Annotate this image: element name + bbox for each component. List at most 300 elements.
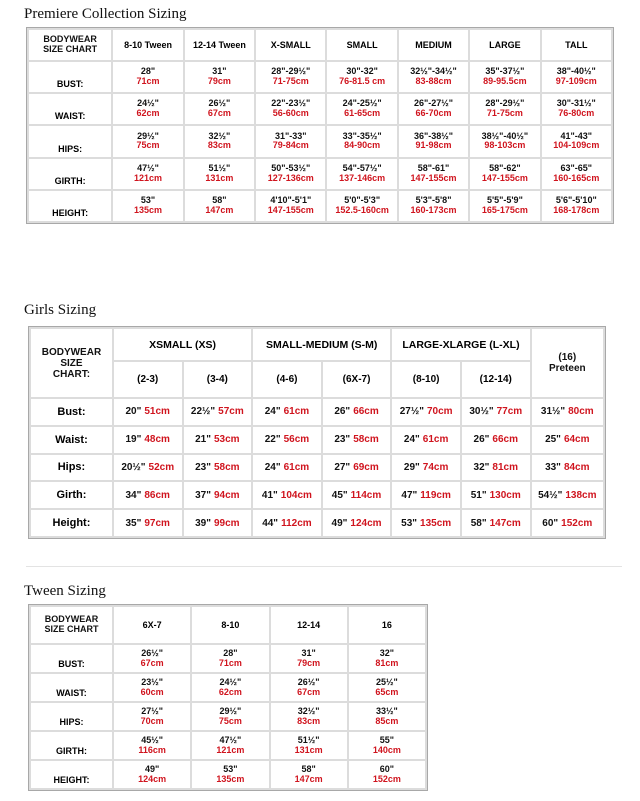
table-row [31,482,603,508]
measurement-cell [349,674,425,701]
imperial-value: 5'5"-5'9" [487,194,523,205]
imperial-value: 58" [470,517,487,529]
metric-value: 137-146cm [339,172,386,183]
imperial-value: 53" [140,194,156,205]
metric-value: 57cm [218,406,244,418]
table-row [29,191,611,221]
size-header: (3-4) [184,362,252,397]
metric-value: 80cm [568,406,594,418]
measurement-cell [470,159,539,189]
measurement-cell [532,482,603,508]
column-header: 12-14 [271,607,347,643]
measurement-cell [253,510,321,536]
metric-value: 165-175cm [481,204,528,215]
imperial-value: 25½" [375,676,398,687]
imperial-value: 26½" [297,676,320,687]
metric-value: 85cm [375,715,399,726]
metric-value: 62cm [218,686,242,697]
measurement-cell [114,703,190,730]
measurement-cell [253,455,321,481]
imperial-value: 39" [195,517,211,529]
metric-value: 67cm [140,657,164,668]
metric-value: 147cm [294,773,323,784]
metric-value: 131cm [205,172,234,183]
row-label: BUST: [29,62,111,92]
row-label: Girth: [31,482,112,508]
imperial-value: 49" [145,763,160,774]
metric-value: 86cm [144,489,170,501]
column-header: MEDIUM [399,30,468,60]
imperial-value: 33"-35½" [342,130,382,141]
metric-value: 53cm [213,434,240,446]
metric-value: 58cm [353,434,379,446]
tween-title: Tween Sizing [24,583,106,599]
imperial-value: 26" [473,434,490,446]
imperial-value: 58"-62" [489,162,521,173]
imperial-value: 31½" [540,406,566,418]
measurement-cell [256,94,325,124]
imperial-value: 44" [262,517,279,529]
measurement-cell [271,761,347,788]
measurement-cell [327,159,396,189]
metric-value: 61cm [283,461,310,473]
metric-value: 97-109cm [555,76,597,87]
imperial-value: 26"-27½" [414,98,454,109]
measurement-cell [392,399,460,425]
imperial-value: 45½" [141,734,164,745]
imperial-value: 22" [264,434,281,446]
imperial-value: 31" [301,647,316,658]
imperial-value: 35"-37½" [485,66,525,77]
imperial-value: 27½" [399,406,424,418]
metric-value: 116cm [138,744,166,755]
measurement-cell [399,94,468,124]
metric-value: 124cm [138,773,167,784]
imperial-value: 31" [212,66,227,77]
imperial-value: 22"-23½" [271,98,311,109]
metric-value: 147-155cm [267,204,314,215]
metric-value: 84cm [563,461,590,473]
measurement-cell [470,62,539,92]
column-header: LARGE [470,30,539,60]
column-header: 16 [349,607,425,643]
premiere-size-table [26,27,614,224]
imperial-value: 5'3"-5'8" [415,194,452,205]
measurement-cell [462,482,530,508]
row-label: GIRTH: [31,732,112,759]
imperial-value: 30½" [469,406,494,418]
metric-value: 81cm [375,657,399,668]
imperial-value: 36"-38½" [414,130,454,141]
column-header: TALL [542,30,611,60]
measurement-cell [349,761,425,788]
metric-value: 60cm [140,686,164,697]
metric-value: 84-90cm [344,140,381,151]
metric-value: 89-95.5cm [483,76,527,87]
metric-value: 56-60cm [272,108,309,119]
imperial-value: 32" [379,647,395,658]
imperial-value: 58"-61" [417,162,450,173]
measurement-cell [185,94,254,124]
corner-label: BODYWEAR SIZE CHART: [31,329,112,397]
measurement-cell [327,191,396,221]
measurement-cell [114,732,190,759]
measurement-cell [184,427,252,453]
imperial-value: 23½" [141,676,164,687]
imperial-value: 58" [212,194,227,205]
measurement-cell [256,126,325,156]
measurement-cell [532,399,603,425]
measurement-cell [392,455,460,481]
imperial-value: 22½" [190,406,216,418]
imperial-value: 24" [264,406,281,418]
imperial-value: 26½" [208,98,231,109]
imperial-value: 25" [545,434,561,446]
measurement-cell [185,159,254,189]
measurement-cell [184,455,252,481]
metric-value: 127-136cm [267,172,314,183]
metric-value: 52cm [148,461,175,473]
imperial-value: 28" [140,66,156,77]
imperial-value: 47" [401,489,418,501]
measurement-cell [462,510,530,536]
measurement-cell [192,732,268,759]
imperial-value: 49" [331,517,348,529]
measurement-cell [327,62,396,92]
measurement-cell [113,62,182,92]
column-header: 8-10 Tween [113,30,182,60]
table-row [29,94,611,124]
row-label: HIPS: [31,703,112,730]
row-label: WAIST: [29,94,111,124]
measurement-cell [532,510,603,536]
measurement-cell [256,159,325,189]
imperial-value: 50"-53½" [271,162,311,173]
measurement-cell [392,482,460,508]
metric-value: 58cm [213,461,240,473]
measurement-cell [271,732,347,759]
table-row [31,645,425,672]
measurement-cell [399,62,468,92]
row-label: BUST: [31,645,112,672]
measurement-cell [114,761,190,788]
imperial-value: 54"-57½" [342,162,382,173]
size-header: (8-10) [392,362,460,397]
metric-value: 76-80cm [558,108,595,119]
metric-value: 147cm [489,517,521,529]
tween-size-table [28,604,428,791]
measurement-cell [184,399,252,425]
size-group-header: LARGE-XLARGE (L-XL) [392,329,529,360]
imperial-value: 45" [331,489,348,501]
imperial-value: 33" [545,461,561,473]
metric-value: 104cm [280,489,312,501]
metric-value: 121cm [216,744,245,755]
measurement-cell [349,645,425,672]
measurement-cell [542,126,611,156]
imperial-value: 19" [125,434,142,446]
measurement-cell [399,159,468,189]
imperial-value: 32½" [297,705,320,716]
metric-value: 67cm [297,686,321,697]
measurement-cell [470,94,539,124]
metric-value: 83cm [297,715,321,726]
measurement-cell [323,510,391,536]
row-label: Height: [31,510,112,536]
metric-value: 97cm [144,517,170,529]
size-header: (12-14) [462,362,530,397]
metric-value: 71cm [218,657,242,668]
measurement-cell [399,191,468,221]
metric-value: 98-103cm [484,140,526,151]
row-label: GIRTH: [29,159,111,189]
metric-value: 65cm [375,686,399,697]
measurement-cell [114,399,182,425]
imperial-value: 21" [195,434,211,446]
measurement-cell [271,645,347,672]
imperial-value: 26" [334,406,351,418]
metric-value: 160-173cm [410,204,457,215]
metric-value: 48cm [144,434,170,446]
imperial-value: 29½" [137,130,159,141]
metric-value: 70cm [140,715,164,726]
measurement-cell [271,703,347,730]
metric-value: 62cm [136,108,160,119]
imperial-value: 31"-33" [275,130,307,141]
table-row [31,455,603,481]
imperial-value: 30"-31½" [556,98,596,109]
preteen-header: (16) Preteen [532,329,603,397]
measurement-cell [323,482,391,508]
imperial-value: 53" [223,763,238,774]
row-label: HEIGHT: [31,761,112,788]
imperial-value: 23" [334,434,351,446]
girls-size-table [28,326,606,539]
measurement-cell [114,510,182,536]
imperial-value: 29½" [219,705,242,716]
imperial-value: 23" [195,461,211,473]
imperial-value: 29" [403,461,420,473]
measurement-cell [253,399,321,425]
imperial-value: 47½" [137,162,159,173]
metric-value: 71-75cm [272,76,309,87]
table-row [31,510,603,536]
imperial-value: 4'10"-5'1" [270,194,312,205]
imperial-value: 58" [301,763,316,774]
metric-value: 71-75cm [486,108,523,119]
measurement-cell [323,455,391,481]
table-row [31,399,603,425]
metric-value: 147-155cm [481,172,528,183]
measurement-cell [462,399,530,425]
metric-value: 79cm [207,76,231,87]
column-header: 8-10 [192,607,268,643]
imperial-value: 51½" [297,734,320,745]
table-row [31,761,425,788]
column-header: X-SMALL [256,30,325,60]
premiere-title: Premiere Collection Sizing [24,6,187,22]
metric-value: 66-70cm [415,108,452,119]
imperial-value: 24½" [219,676,242,687]
row-label: WAIST: [31,674,112,701]
measurement-cell [192,674,268,701]
metric-value: 152.5-160cm [335,204,389,215]
metric-value: 119cm [420,489,451,501]
imperial-value: 32½" [208,130,231,141]
imperial-value: 26½" [141,647,164,658]
measurement-cell [113,191,182,221]
measurement-cell [253,427,321,453]
imperial-value: 55" [379,734,395,745]
metric-value: 51cm [144,406,170,418]
measurement-cell [113,126,182,156]
imperial-value: 20½" [121,461,146,473]
metric-value: 79-84cm [272,140,309,151]
corner-label: BODYWEAR SIZE CHART [29,30,111,60]
metric-value: 74cm [422,461,449,473]
imperial-value: 60" [379,763,395,774]
girls-title: Girls Sizing [24,302,97,318]
imperial-value: 28"-29½" [271,66,311,77]
metric-value: 140cm [372,744,401,755]
size-header: (4-6) [253,362,321,397]
imperial-value: 54½" [538,489,563,501]
measurement-cell [114,482,182,508]
measurement-cell [185,126,254,156]
metric-value: 70cm [426,406,453,418]
metric-value: 64cm [563,434,590,446]
metric-value: 135cm [216,773,245,784]
metric-value: 112cm [281,517,312,529]
section-divider [26,566,622,567]
imperial-value: 53" [401,517,418,529]
imperial-value: 24" [264,461,281,473]
metric-value: 61cm [283,406,310,418]
measurement-cell [327,126,396,156]
metric-value: 69cm [353,461,379,473]
table-row [31,674,425,701]
measurement-cell [392,510,460,536]
metric-value: 76-81.5 cm [339,76,386,87]
measurement-cell [184,510,252,536]
table-row [29,126,611,156]
imperial-value: 20" [125,406,142,418]
corner-label: BODYWEAR SIZE CHART [31,607,112,643]
table-row [29,62,611,92]
metric-value: 147-155cm [410,172,457,183]
row-label: HEIGHT: [29,191,111,221]
metric-value: 135cm [420,517,452,529]
table-row [31,703,425,730]
measurement-cell [532,455,603,481]
metric-value: 83cm [207,140,231,151]
metric-value: 83-88cm [415,76,452,87]
measurement-cell [184,482,252,508]
imperial-value: 32" [473,461,490,473]
imperial-value: 41"-43" [560,130,593,141]
measurement-cell [114,645,190,672]
measurement-cell [392,427,460,453]
metric-value: 56cm [283,434,310,446]
metric-value: 124cm [350,517,382,529]
imperial-value: 41" [261,489,278,501]
imperial-value: 28"-29½" [485,98,525,109]
measurement-cell [462,455,530,481]
table-row [31,427,603,453]
metric-value: 114cm [350,489,382,501]
measurement-cell [185,62,254,92]
metric-value: 77cm [496,406,523,418]
imperial-value: 63"-65" [560,162,593,173]
size-group-header: XSMALL (XS) [114,329,251,360]
imperial-value: 24½" [137,98,159,109]
imperial-value: 30"-32" [346,66,378,77]
measurement-cell [349,732,425,759]
measurement-cell [542,62,611,92]
imperial-value: 51" [470,489,487,501]
metric-value: 67cm [207,108,231,119]
imperial-value: 24" [403,434,420,446]
imperial-value: 33½" [375,705,398,716]
size-group-header: SMALL-MEDIUM (S-M) [253,329,390,360]
column-header: 6X-7 [114,607,190,643]
row-label: Waist: [31,427,112,453]
imperial-value: 47½" [219,734,242,745]
measurement-cell [114,427,182,453]
table-row [29,159,611,189]
metric-value: 81cm [492,461,518,473]
metric-value: 152cm [372,773,401,784]
metric-value: 131cm [294,744,323,755]
measurement-cell [253,482,321,508]
measurement-cell [113,159,182,189]
metric-value: 130cm [489,489,521,501]
imperial-value: 38½"-40½" [481,130,529,141]
measurement-cell [113,94,182,124]
metric-value: 138cm [565,489,597,501]
column-header: 12-14 Tween [185,30,254,60]
imperial-value: 38"-40½" [556,66,596,77]
metric-value: 99cm [213,517,240,529]
imperial-value: 5'6"-5'10" [555,194,597,205]
imperial-value: 34" [125,489,142,501]
metric-value: 104-109cm [553,140,600,151]
metric-value: 79cm [297,657,321,668]
metric-value: 75cm [218,715,242,726]
measurement-cell [114,674,190,701]
imperial-value: 60" [542,517,559,529]
metric-value: 61-65cm [344,108,381,119]
metric-value: 75cm [136,140,160,151]
metric-value: 66cm [353,406,379,418]
measurement-cell [271,674,347,701]
imperial-value: 51½" [208,162,231,173]
metric-value: 135cm [134,204,163,215]
metric-value: 121cm [134,172,163,183]
row-label: Bust: [31,399,112,425]
metric-value: 147cm [205,204,234,215]
metric-value: 91-98cm [415,140,452,151]
imperial-value: 32½"-34½" [410,66,457,77]
measurement-cell [256,191,325,221]
row-label: HIPS: [29,126,111,156]
metric-value: 66cm [492,434,518,446]
imperial-value: 35" [125,517,142,529]
measurement-cell [470,126,539,156]
measurement-cell [256,62,325,92]
measurement-cell [470,191,539,221]
measurement-cell [192,761,268,788]
